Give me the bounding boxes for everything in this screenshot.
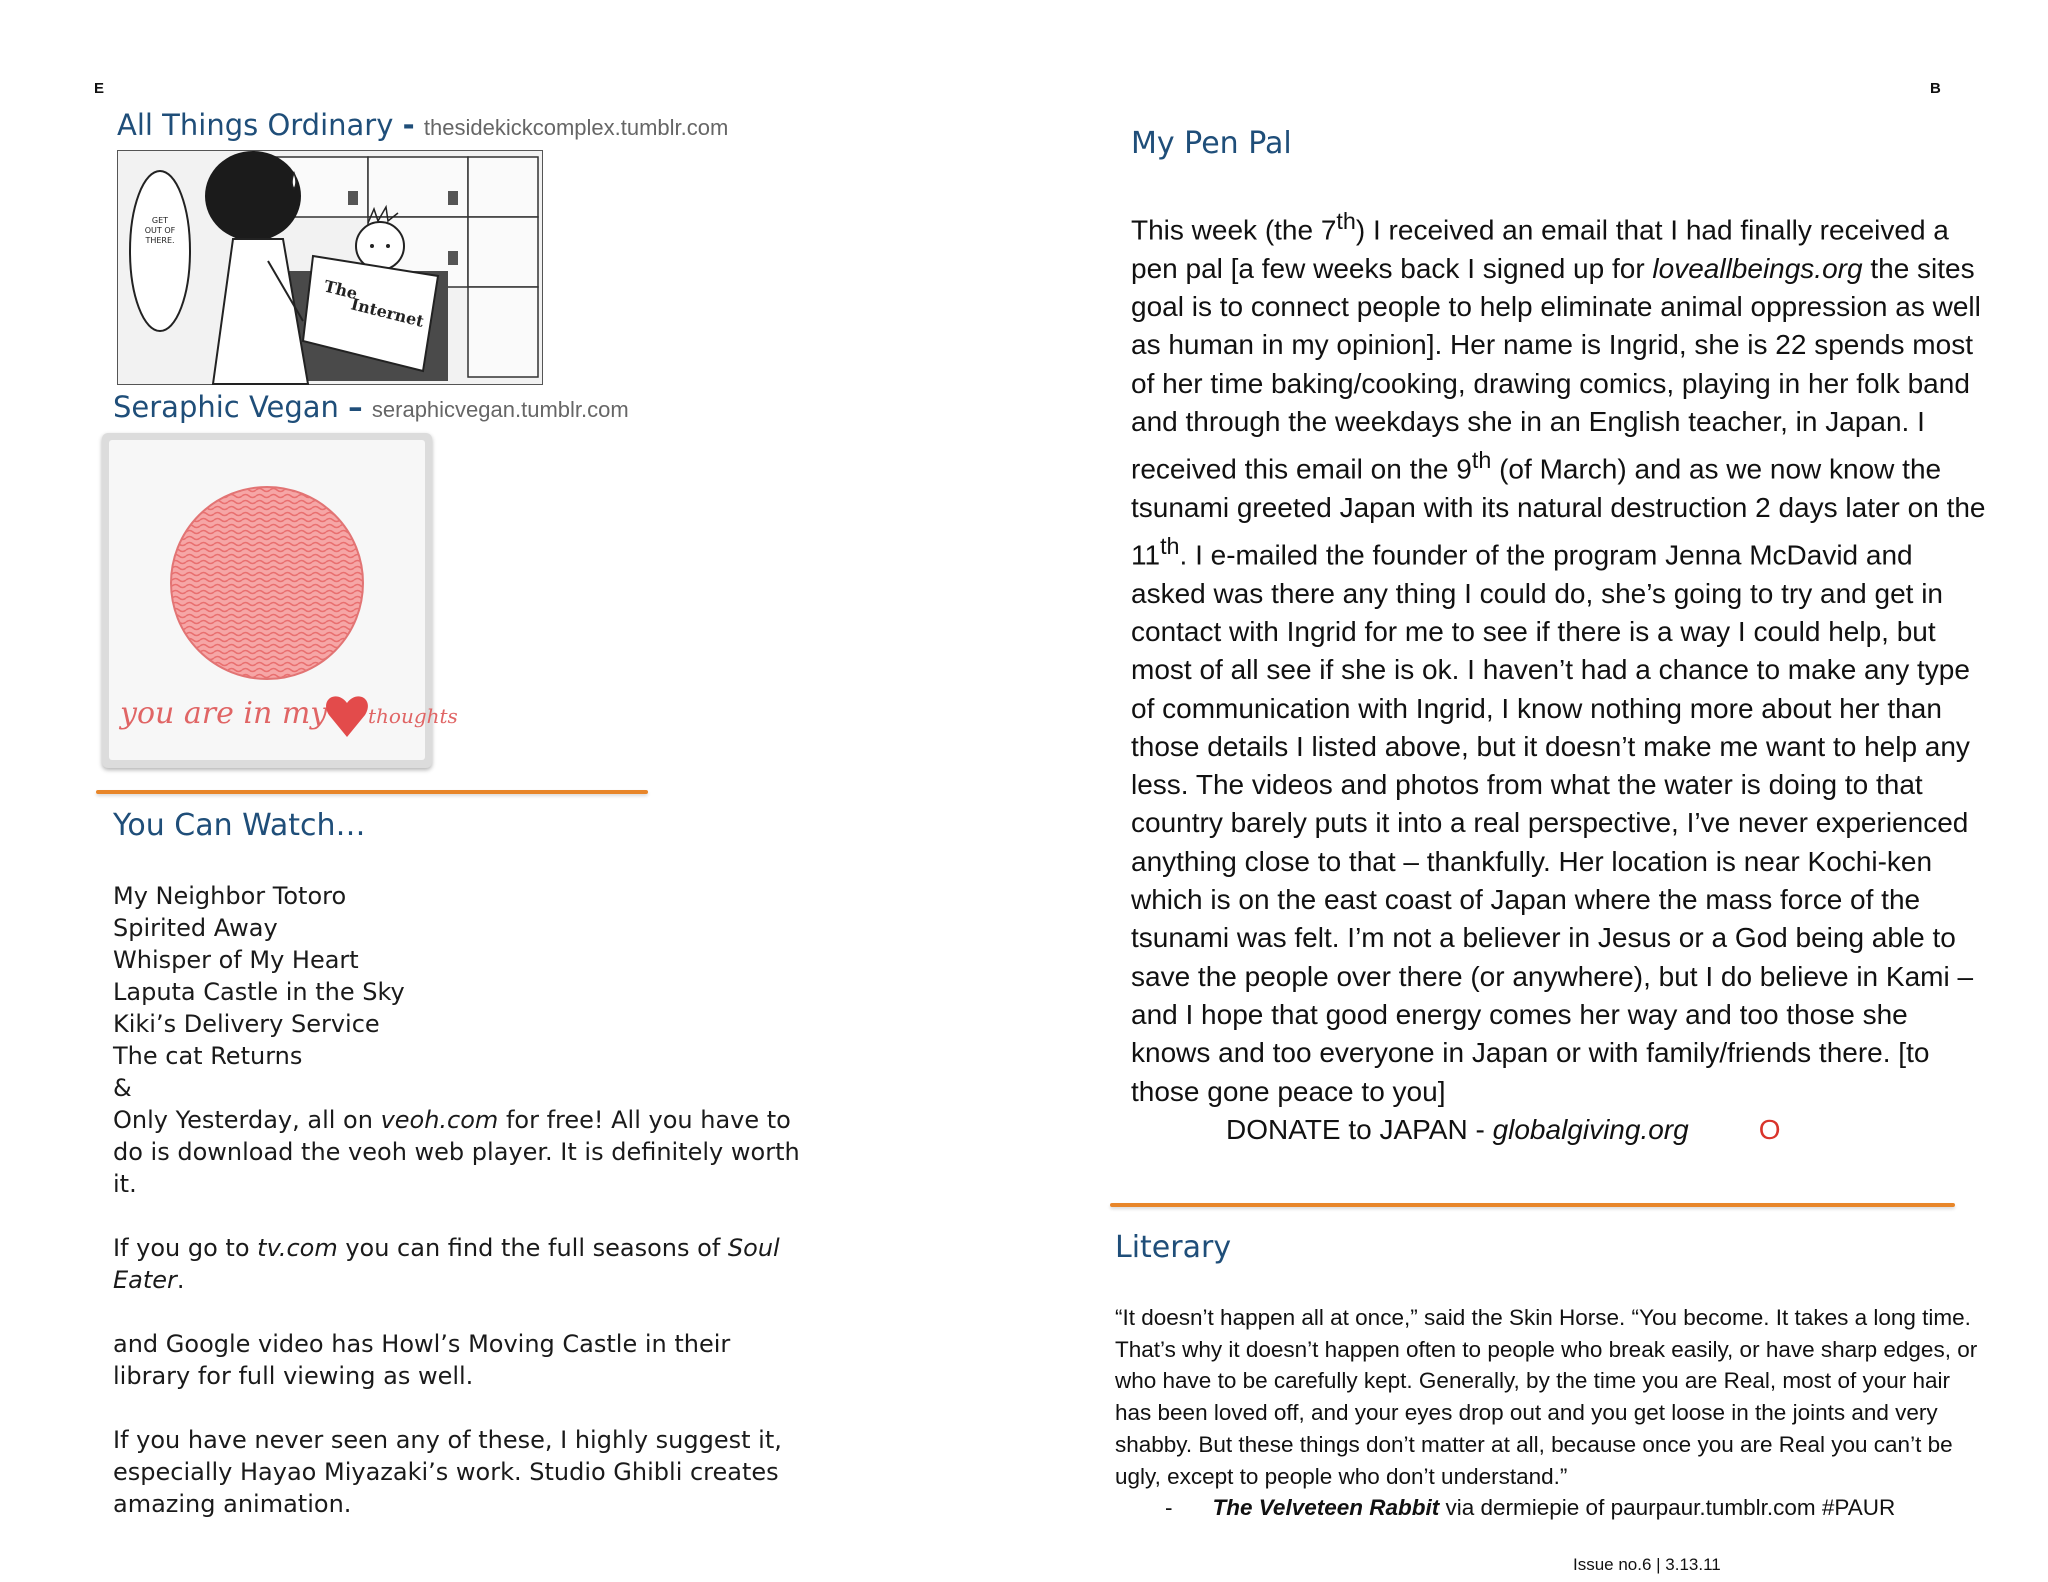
section-divider-right [1110,1203,1955,1207]
credit-text: via dermiepie of paurpaur.tumblr.com #PAUR [1439,1495,1896,1521]
superscript: th [1471,447,1492,474]
heading-you-can-watch: You Can Watch… [113,808,366,843]
text: for free! All you have to do is download the veoh web player. It is definitely worth it. [113,1106,800,1198]
text: . I e-mailed the founder of the program Jenna McDavid and asked was there any thing I could do, she’s going to try and get in contact with Ingrid for me to see if there is a way I could help, but most of all see if she is ok. I haven’t had a chance to make any type of communication with Ingrid, I know nothing more about her than those details I listed above, but it doesn’t make me want to help any less. The videos and photos from what the water is doing to that country barely puts it into a real perspective, I’ve never experienced anything close to that – thankfully. Her location is near Kochi-ken which is on the east coast of Japan where the mass force of the tsunami was felt. I’m not a believer in Jesus or a God being able to save the people over there (or anywhere), but I do believe in Kami – and I hope that good energy comes her way and too those she knows and too everyone in Japan or with family/friends there. [to those gone peace to you] [1131,539,1974,1107]
text: ) I received an email that I had finally received a pen pal [a few weeks back I signed up for [1131,214,1949,284]
issue-footer: Issue no.6 | 3.13.11 [1573,1555,1721,1574]
comic-image [117,150,543,385]
movie-title: Kiki’s Delivery Service [113,1010,380,1038]
box-label-1: The [322,276,360,304]
speech-text-2: OUT OF [144,226,176,235]
book-title: The Velveteen Rabbit [1212,1495,1440,1521]
movie-title: Whisper of My Heart [113,946,359,974]
pen-pal-paragraph [1131,202,1991,1111]
blog-title-seraphic-vegan [113,390,629,424]
text: If you go to [113,1234,258,1262]
movie-title: The cat Returns [113,1042,303,1070]
text: . [176,1266,185,1294]
watch-paragraph-suggest: If you have never seen any of these, I highly suggest it, especially Hayao Miyazaki’s work. Studio Ghibli creates amazing animation. [113,1426,782,1518]
show-title: Soul Eater [113,1234,780,1294]
movie-title: Laputa Castle in the Sky [113,978,405,1006]
donate-text: DONATE to JAPAN - [1226,1113,1493,1145]
watch-paragraph-veoh [113,1104,813,1200]
watch-paragraph-google: and Google video has Howl’s Moving Castle in their library for full viewing as well. [113,1330,731,1390]
blog-url[interactable]: thesidekickcomplex.tumblr.com [423,115,729,140]
text: (of March) and as we now know the tsunami greeted Japan with its natural destruction 2 days later on the 11 [1131,453,1986,571]
text: you can find the full seasons of [337,1234,728,1262]
blog-name: Seraphic Vegan [113,390,339,424]
site-link-tv[interactable]: tv.com [257,1234,338,1262]
sun-illustration [102,433,458,768]
movie-title: My Neighbor Totoro [113,882,347,910]
quote-text: “It doesn’t happen all at once,” said the Skin Horse. “You become. It takes a long time. That’s why it doesn’t happen often to people who break easily, or have sharp edges, or who have to be carefully kept. Generally, by the time you are Real, most of your hair has been loved off, and your eyes drop out and you get loose in the joints and very shabby. But these things don’t matter at all, because once you are Real you can’t be ugly, except to people who don’t understand.” [1115,1305,1978,1489]
superscript: th [1336,208,1356,234]
superscript: th [1160,533,1180,560]
red-o-mark: O [1758,1113,1781,1145]
donate-line [1131,1111,1991,1149]
blog-separator: - [402,108,415,142]
watch-list [113,880,813,1520]
movie-title: Spirited Away [113,914,278,942]
dash: - [1165,1495,1173,1521]
blog-url[interactable]: seraphicvegan.tumblr.com [371,397,629,422]
ampersand: & [113,1074,132,1102]
site-link-globalgiving[interactable]: globalgiving.org [1492,1113,1689,1145]
page-letter-right: B [1930,80,1941,97]
blog-separator: – [348,390,363,424]
caption-left: you are in my [120,696,328,731]
blog-title-all-things-ordinary [117,108,728,142]
blog-name: All Things Ordinary [117,108,394,142]
heading-my-pen-pal: My Pen Pal [1131,126,1292,161]
pen-pal-article [1131,202,1991,1149]
velveteen-quote [1115,1302,1985,1524]
sun-drawing-image [102,433,458,768]
caption-right: thoughts [368,704,458,728]
site-link-loveallbeings[interactable]: loveallbeings.org [1652,252,1863,284]
text: the sites goal is to connect people to help eliminate animal oppression as well as human in my opinion]. Her name is Ingrid, she is 22 spends most of her time baking/cooking, drawing comics, playing in her folk band and through the weekdays she in an English teacher, in Japan. I received this email on the 9 [1131,252,1981,485]
text: Only Yesterday, all on [113,1106,381,1134]
speech-text-3: THERE. [145,236,175,245]
heading-literary: Literary [1115,1230,1232,1265]
site-link-veoh[interactable]: veoh.com [380,1106,499,1134]
watch-paragraph-tv [113,1232,813,1296]
speech-text-1: GET [151,216,169,225]
box-label-2: Internet [349,294,426,331]
page-letter-left: E [94,80,105,97]
section-divider-left [96,790,648,794]
comic-illustration [118,151,542,384]
quote-attribution [1115,1492,1985,1524]
text: This week (the 7 [1131,214,1337,246]
